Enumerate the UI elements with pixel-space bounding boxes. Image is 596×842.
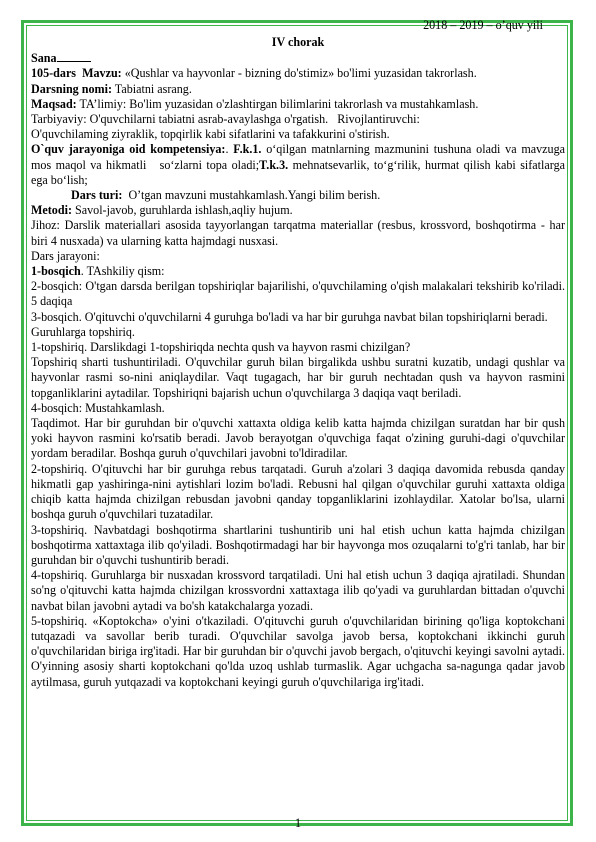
- stage2-paragraph: 2-bosqich: O'tgan darsda berilgan topshiriqlar bajarilishi, o'quvchilaming o'qish malakalari tekshirib ko'riladi. 5 daqiqa: [31, 279, 565, 309]
- lesson-type-line: [31, 188, 565, 203]
- stage1-label: 1-bosqich: [31, 264, 81, 279]
- topic-label: Mavzu:: [82, 66, 122, 81]
- task2-paragraph: 2-topshiriq. O'qituvchi har bir guruhga rebus tarqatadi. Guruh a'zolari 3 daqiqa davomida rebusda qanday hikmatli gap yashiringa-nini aytishlari lozim bo'ladi. Rebusni hal qilgan o'quvchilar guruhi xattaxta oldiga chiqib katta hajmda chizilgan rebusdan javobni qanday topganliklarini izohlaydilar. Xatolar bo'lsa, ularni boshqa guruh o'quvchilari tuzatadilar.: [31, 461, 565, 522]
- competence-text-3: mehnatsevarlik, to‘g‘rilik, hurmat qilish kabi sifatlarga ega bo‘lish;: [31, 157, 565, 187]
- lesson-topic-line: [31, 66, 565, 81]
- document-page: [31, 18, 569, 838]
- lesson-number: 105-dars: [31, 66, 77, 81]
- task1-title: 1-topshiriq. Darslikdagi 1-topshiriqda nechta qush va hayvon rasmi chizilgan?: [31, 340, 411, 355]
- competence-text-1: .: [225, 142, 234, 157]
- stage3-paragraph: 3-bosqich. O'qituvchi o'quvchilarni 4 guruhga bo'ladi va har bir guruhga navbat bilan topshiriqlarni beradi.: [31, 309, 548, 324]
- process-heading: Dars jarayoni:: [31, 248, 100, 263]
- equipment-paragraph: Jihoz: Darslik materiallari asosida tayyorlangan tarqatma materiallar (resbus, krossvord, boshqotirma - har biri 4 nusxada) va ularning katta hajmdagi nusxasi.: [31, 218, 565, 248]
- method-text: Savol-javob, guruhlarda ishlash,aqliy hujum.: [71, 203, 293, 218]
- academic-year: 2018 – 2019 – o’quv yili: [423, 18, 543, 32]
- competence-label: O`quv jarayoniga oid kompetensiya:: [31, 142, 226, 157]
- subject-label: Darsning nomi:: [31, 81, 112, 96]
- competence-fk: F.k.1.: [233, 142, 262, 157]
- competence-paragraph: [31, 142, 569, 188]
- goal-label: Maqsad:: [31, 96, 77, 111]
- competence-text-2: o‘qilgan matnlarning mazmunini tushuna oladi va mavzuga mos maqol va hikmatli so‘zlarni topa oladi;: [31, 142, 569, 172]
- quarter-heading: IV chorak: [271, 35, 325, 49]
- date-blank: [57, 50, 91, 62]
- goal-text: TA’limiy: Bo'lim yuzasidan o'zlashtirgan bilimlarini takrorlash va mustahkamlash.: [79, 96, 479, 111]
- task1-paragraph: Topshiriq sharti tushuntiriladi. O'quvchilar guruh bilan birgalikda ushbu suratni kuzatib, undagi qushlar va hayvonlar rasmi so-nini aniqlaydilar. Vaqt tugagach, har bir guruh nechtadan qush va hayvon rasmini topganliklarini aytadilar. Topshiriqni bajarish uchun o'quvchilarga 3 daqiqa vaqt beriladi.: [31, 355, 565, 400]
- goal-line: [31, 97, 565, 112]
- group-tasks-heading: Guruhlarga topshiriq.: [31, 324, 135, 339]
- date-line: [31, 50, 565, 66]
- topic-text: «Qushlar va hayvonlar - bizning do'stimiz» bo'limi yuzasidan takrorlash.: [124, 66, 477, 81]
- stage1-line: [31, 264, 565, 279]
- subject-line: [31, 82, 565, 97]
- date-label: Sana: [31, 51, 57, 66]
- page-number: 1: [294, 816, 302, 830]
- stage4-paragraph: Taqdimot. Har bir guruhdan bir o'quvchi xattaxta oldiga kelib katta hajmda chizilgan suratdan har bir qush yoki hayvon rasmini ko'rsatib beradi. Javob berayotgan o'quvchiga faqat o'zining guruhi-dagi o'quvchilar yordam beradilar. Boshqa guruh o'quvchilari javobni to'ldiradilar.: [31, 416, 565, 461]
- task5-paragraph: 5-topshiriq. «Koptokcha» o'yini o'tkaziladi. O'qituvchi guruh o'quvchilaridan birining qo'liga koptokchani tutqazadi va savollar berib turadi. O'quvchilar savolga javob bersa, koptokchani ikkinchi guruh o'quvchilaridan biriga irg'itadi. Har bir guruhdan bir o'quvchi javob bergach, o'qituvchi keyingi savolni aytadi. O'yinning asosiy sharti koptokchani qo'lda uzoq ushlab turmaslik. Agar uchgacha sa-nagunga qadar javob aytilmasa, guruh yutqazadi va koptokchani keyingi guruh o'quvchilariga irg'itadi.: [31, 613, 565, 689]
- task3-paragraph: 3-topshiriq. Navbatdagi boshqotirma shartlarini tushuntirib uni hal etish uchun katta hajmda chizilgan boshqotirma xattaxtaga ilib qo'yiladi. Boshqotirmadagi har bir hayvonga mos ozuqalarni to'g'ri tanlab, har bir guruhdan bir o'quvchi tushuntirib beradi.: [31, 522, 565, 567]
- subject-text: Tabiatni asrang.: [114, 81, 192, 96]
- lesson-type-label: Dars turi:: [71, 188, 123, 203]
- stage4-heading: 4-bosqich: Mustahkamlash.: [31, 400, 165, 415]
- competence-tk: T.k.3.: [259, 157, 289, 172]
- lesson-type-text: O’tgan mavzuni mustahkamlash.Yangi bilim berish.: [122, 188, 381, 203]
- method-line: [31, 203, 565, 218]
- stage1-text: . TAshkiliy qism:: [80, 264, 165, 279]
- method-label: Metodi:: [31, 203, 72, 218]
- goal-line-2: Tarbiyaviy: O'quvchilarni tabiatni asrab-avaylashga o'rgatish. Rivojlantiruvchi:: [31, 112, 420, 127]
- task4-paragraph: 4-topshiriq. Guruhlarga bir nusxadan krossvord tarqatiladi. Uni hal etish uchun 3 daqiqa ajratiladi. Shundan so'ng o'qituvchi katta hajmda chizilgan krossvordni xattaxtaga ilib qo'yadi va guruhlardan bittadan o'quvchi navbat bilan javobni aytadi va bo'sh katakchalarga yozadi.: [31, 568, 565, 613]
- goal-line-3: O'quvchilaming ziyraklik, topqirlik kabi sifatlarini va tafakkurini o'stirish.: [31, 127, 390, 142]
